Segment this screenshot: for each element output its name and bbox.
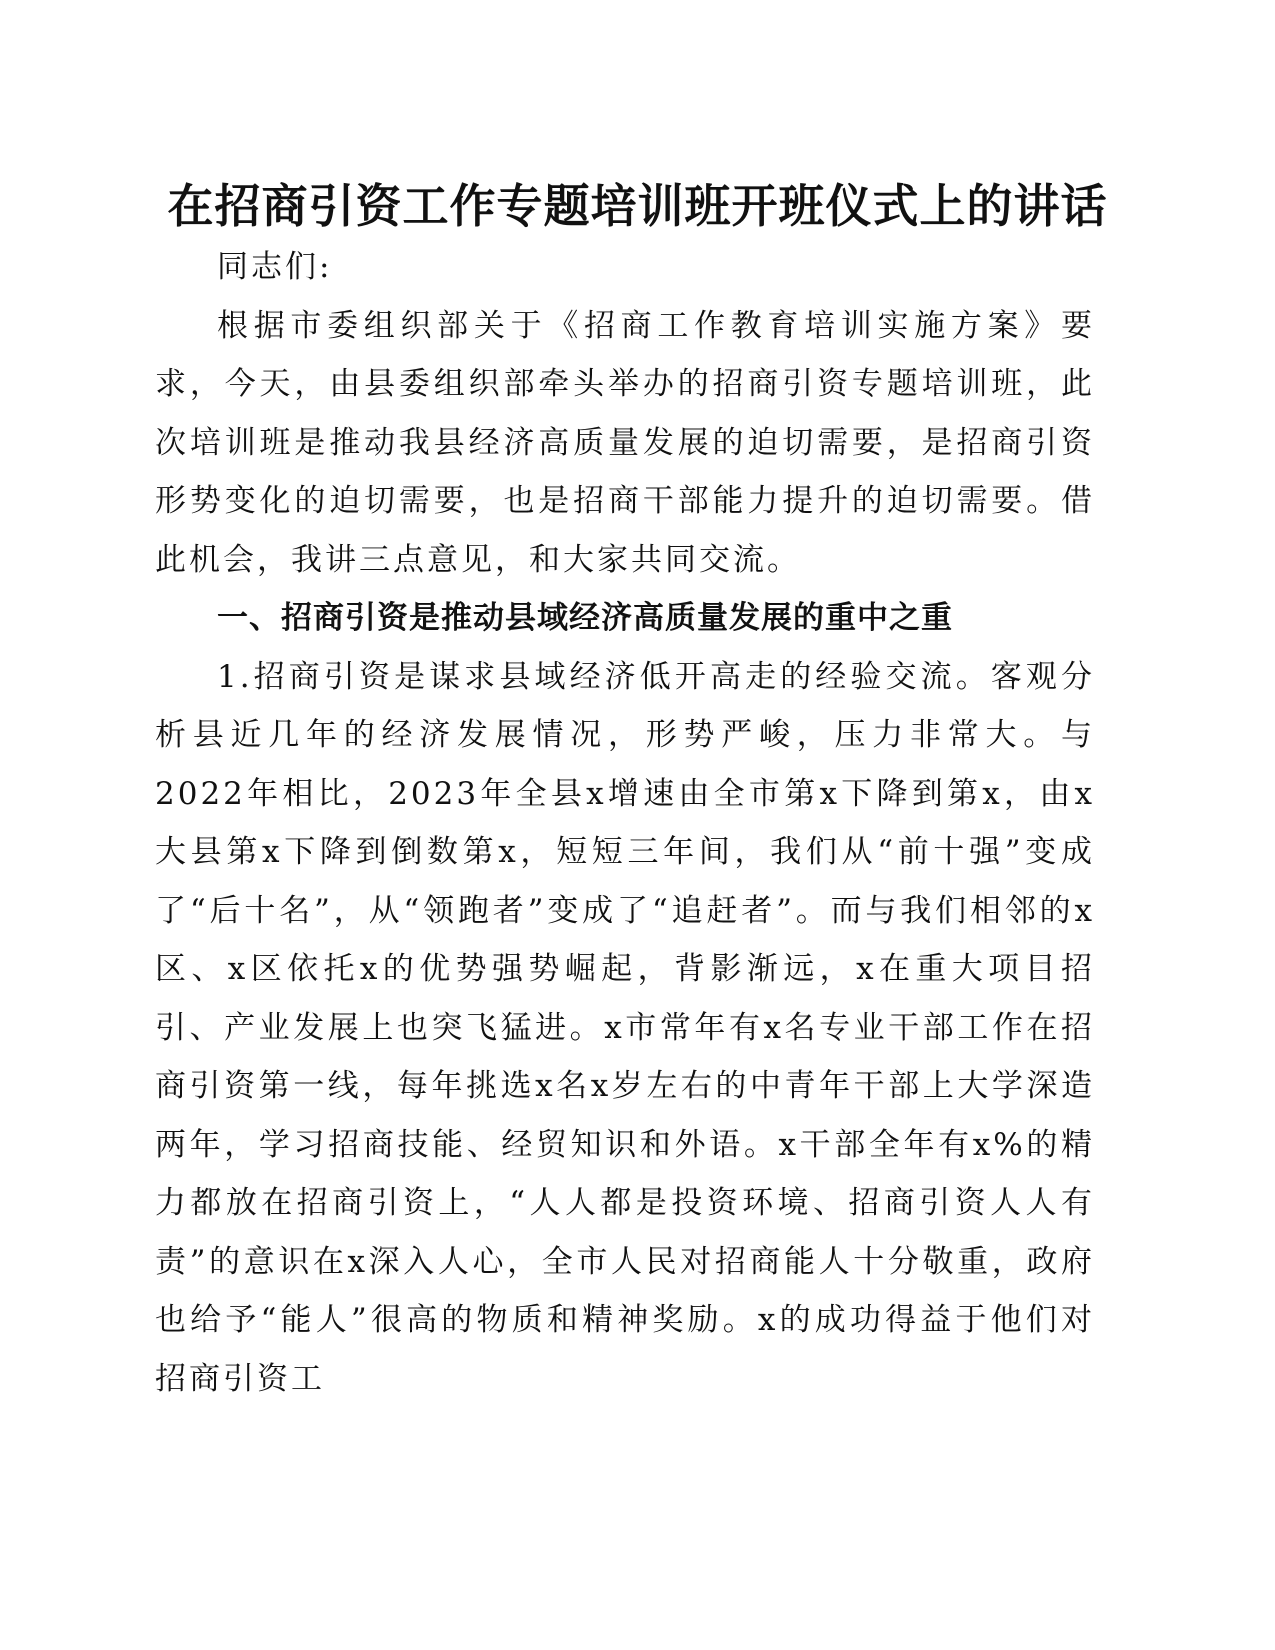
document-body [155, 238, 1095, 1408]
point-1-paragraph: 1.招商引资是谋求县域经济低开高走的经验交流。客观分析县近几年的经济发展情况，形势严峻，压力非常大。与2022年相比，2023年全县x增速由全市第x下降到第x，由x大县第x下降到倒数第x，短短三年间，我们从“前十强”变成了“后十名”，从“领跑者”变成了“追赶者”。而与我们相邻的x区、x区依托x的优势强势崛起，背影渐远，x在重大项目招引、产业发展上也突飞猛进。x市常年有x名专业干部工作在招商引资第一线，每年挑选x名x岁左右的中青年干部上大学深造两年，学习招商技能、经贸知识和外语。x干部全年有x%的精力都放在招商引资上，“人人都是投资环境、招商引资人人有责”的意识在x深入人心，全市人民对招商能人十分敬重，政府也给予“能人”很高的物质和精神奖励。x的成功得益于他们对招商引资工 [155, 658, 1095, 1397]
section-heading-1: 一、招商引资是推动县域经济高质量发展的重中之重 [217, 600, 953, 636]
greeting-paragraph: 同志们: [217, 249, 333, 285]
intro-paragraph: 根据市委组织部关于《招商工作教育培训实施方案》要求，今天，由县委组织部牵头举办的招商引资专题培训班，此次培训班是推动我县经济高质量发展的迫切需要，是招商引资形势变化的迫切需要，也是招商干部能力提升的迫切需要。借此机会，我讲三点意见，和大家共同交流。 [155, 307, 1095, 578]
document-title: 在招商引资工作专题培训班开班仪式上的讲话 [167, 179, 1108, 233]
